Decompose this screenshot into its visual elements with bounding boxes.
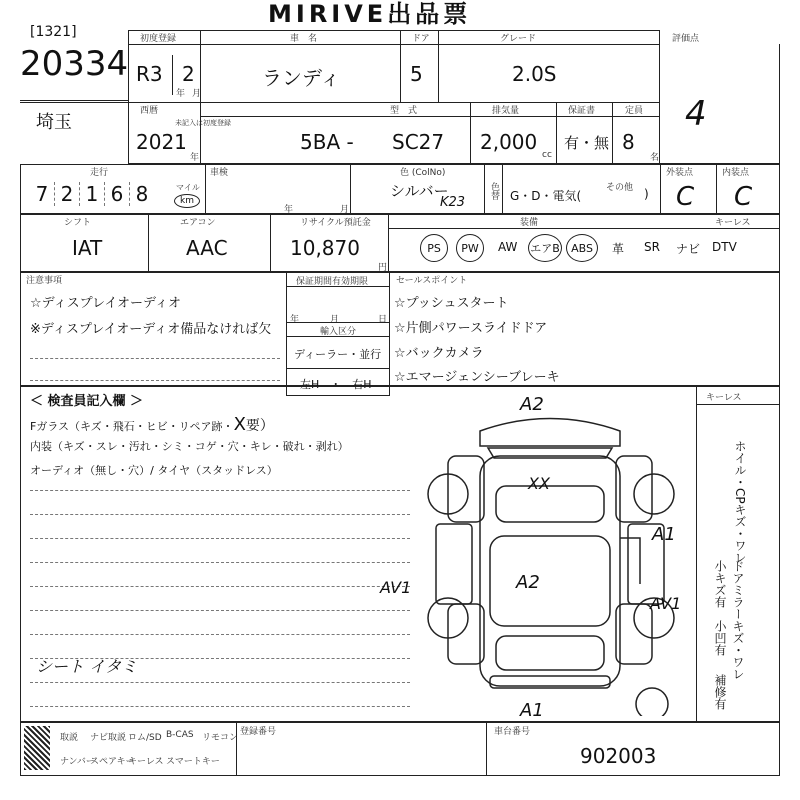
notes-label: 注意事項 [26,276,63,286]
warranty-year: 年 [290,315,300,325]
dmg-right-lower: AV1 [650,594,682,613]
mileage-label: 走行 [90,168,109,178]
equip-abs-text: ABS [571,241,593,255]
warranty-day: 日 [378,315,388,325]
handwritten-note: シート イタミ [36,657,138,676]
lot-code: [1321] [30,24,77,40]
dmg-top: A2 [520,394,544,415]
equip-abs [566,234,598,262]
sales-point-2: ☆片側パワースライドドア [394,321,548,336]
reg-month: 2 [182,62,195,86]
color-code: K23 [440,195,466,210]
ac-label: エアコン [180,218,216,228]
record-label: 保証書 [568,106,596,116]
sales-point-4: ☆エマージェンシーブレーキ [394,370,560,385]
equip-aw: AW [498,240,518,254]
equip-navi: ナビ [676,242,701,256]
western-year: 2021 [136,130,187,154]
warranty-label: 保証期間有効期限 [296,277,369,287]
year-label: 初度登録 [140,34,177,44]
western-year-label: 西暦 [140,106,159,116]
model-code: SC27 [392,130,445,154]
handle-side: 左H ・ 右H [300,378,372,391]
exterior-label: 外装点 [666,168,694,178]
equip-leather: 革 [612,242,625,256]
note-line-2: ※ディスプレイオーディオ備品なければ欠 [30,322,272,337]
inspection-month: 月 [340,205,350,215]
grade-label: グレード [500,34,537,44]
grade: 2.0S [512,62,557,86]
era: R3 [136,62,163,86]
km-unit-text: km [180,196,194,206]
item-remote: リモコン [202,733,239,743]
inspection-label: 車検 [210,168,229,178]
item-keyless: キーレス [128,757,164,767]
registration-label: 登録番号 [240,727,277,737]
mileage-digits [30,182,154,206]
western-year-sub: 未記入は初度登録 [175,119,231,127]
recycle-unit: 円 [378,263,388,273]
sales-point-1: ☆プッシュスタート [394,296,509,311]
dent-note: 小凹有 [713,620,727,656]
color: シルバー [390,182,449,200]
mileage-digit: 8 [135,182,149,206]
exterior-score: C [676,182,695,212]
footer-items [56,724,239,774]
sales-label: セールスポイント [396,276,468,286]
minor-scratch-note: 小キズ有 [713,560,727,608]
dmg-bottom: A1 [520,700,544,721]
ac: AAC [186,236,228,260]
shift: IAT [72,236,103,260]
dmg-left: AV1 [380,578,412,597]
month-unit: 月 [192,89,202,99]
seat-label: 定員 [625,106,644,116]
item-manual: 取説 [60,733,79,743]
fuel: G・D・電気( [510,189,582,203]
record-value: 有・無 [564,134,610,152]
sales-point-3: ☆バックカメラ [394,346,484,361]
repaint-label: 色替 [489,182,499,200]
inspector-title: ＜ 検査員記入欄 ＞ [30,394,144,409]
seats: 8 [622,130,635,154]
mile-unit: マイル [176,183,200,192]
sheet-title: MIRIVE出品票 [268,0,472,28]
fuel-other-label: その他 [606,183,634,193]
item-navi-manual: ナビ取説 [90,733,127,743]
score-label: 評価点 [672,34,700,44]
western-year-unit: 年 [190,153,200,163]
doors: 5 [410,62,423,86]
mirror-note: ドアミラーキズ・ワレ [731,560,745,680]
item-plate: ナンバー [60,757,95,767]
qr-code [24,726,50,770]
glass-mark: X [233,414,246,435]
frame-number: 902003 [580,744,657,768]
audio-line: オーディオ（無し・穴）/ タイヤ（スタッドレス） [30,464,278,477]
mileage-digit: 1 [80,182,105,206]
score: 4 [685,94,707,134]
interior-score: C [734,182,753,212]
equipment-list [420,234,780,264]
repair-note: 補修有 [713,674,727,710]
km-unit [174,194,200,208]
glass-line [30,414,274,435]
import-value: ディーラー・並行 [294,348,382,361]
displacement: 2,000 [480,130,538,154]
item-spare-key: スペアキー [90,757,135,767]
dmg-roof: XX [528,474,550,493]
door-label: ドア [412,34,430,44]
shift-label: シフト [64,218,92,228]
model-prefix: 5BA - [300,130,354,154]
fuel-close: ) [644,187,649,201]
glass-text: Fガラス（キズ・飛石・ヒビ・リペア跡・ [30,420,234,433]
cc-unit: cc [542,150,552,160]
equip-keyless-label: キーレス [715,218,751,228]
glass-suffix: 要） [245,418,274,434]
import-label: 輸入区分 [320,327,357,337]
seat-unit: 名 [650,153,660,163]
model-label: 型 式 [390,106,418,116]
equip-pw [456,234,484,262]
equip-label: 装備 [520,218,539,228]
car-name-label: 車 名 [290,34,318,44]
region: 埼玉 [36,112,72,133]
wheel-note: ホイル・CPキズ・ワレ [733,440,747,564]
equip-airbag [528,234,562,262]
color-label: 色 (ColNo) [400,168,446,178]
equip-sr: SR [644,240,660,254]
cc-label: 排気量 [492,106,520,116]
dmg-center: A2 [516,572,540,593]
recycle-label: リサイクル預託金 [300,218,371,228]
item-smart-key: スマートキー [166,757,220,767]
keyless-label: キーレス [706,393,742,403]
frame-label: 車台番号 [494,727,531,737]
mileage-digit: 6 [105,182,130,206]
year-unit: 年 [176,89,186,99]
car-name: ランディ [262,66,341,90]
dmg-right: A1 [652,524,676,545]
item-bcas: B-CAS [166,730,194,740]
interior-label: 内装点 [722,168,750,178]
note-line-1: ☆ディスプレイオーディオ [30,296,182,311]
equip-pw-text: PW [461,241,479,255]
mileage-digit: 2 [55,182,80,206]
warranty-month: 月 [330,315,340,325]
equip-ps-text: PS [427,241,441,255]
equip-dtv: DTV [712,240,737,254]
car-diagram [410,396,700,716]
item-rom-sd: ロム/SD [128,733,162,743]
equip-airbag-text: エアB [530,242,560,255]
recycle: 10,870 [290,236,360,260]
lot-number: 20334 [20,44,129,84]
interior-line: 内装（キズ・スレ・汚れ・シミ・コゲ・穴・キレ・破れ・剥れ） [30,440,349,453]
mileage-digit: 7 [30,182,55,206]
inspection-year: 年 [284,205,294,215]
equip-ps [420,234,448,262]
